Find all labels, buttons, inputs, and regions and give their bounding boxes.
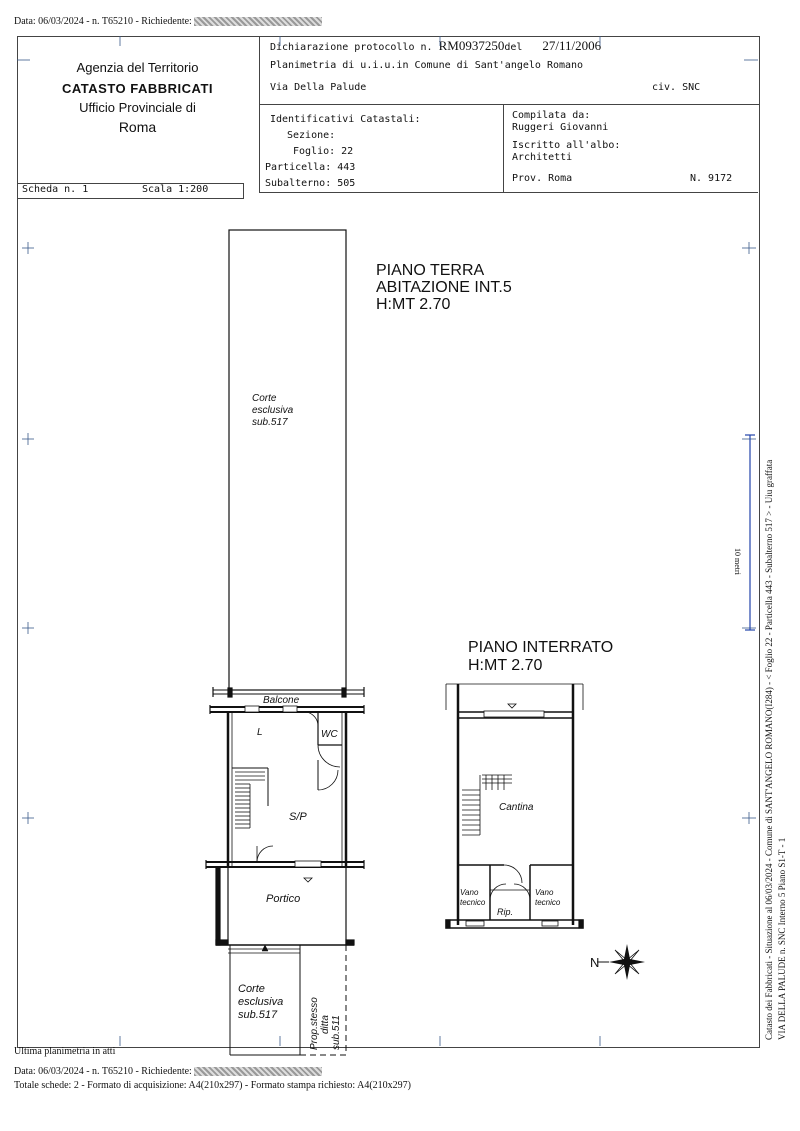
basement-title bbox=[468, 639, 613, 675]
corte-upper-l2: esclusiva bbox=[252, 405, 294, 416]
province: Prov. Roma bbox=[512, 173, 573, 184]
ground-floor-plan bbox=[206, 230, 364, 1055]
ufficio-city: Roma bbox=[118, 119, 157, 135]
footer-totale: Totale schede: 2 - Formato di acquisizione: A4(210x297) - Formato stampa richiesto: A4(210x297) bbox=[14, 1080, 411, 1091]
catasto-title: CATASTO FABBRICATI bbox=[61, 81, 214, 96]
north-label: N bbox=[590, 955, 600, 970]
sezione: Sezione: bbox=[287, 130, 336, 141]
ufficio-label: Ufficio Provinciale di bbox=[79, 100, 196, 115]
albo-number: N. 9172 bbox=[690, 173, 733, 184]
vano-right-l2: tecnico bbox=[535, 898, 561, 907]
particella: Particella: 443 bbox=[265, 162, 356, 173]
rip-label: Rip. bbox=[497, 907, 514, 917]
room-l-label: L bbox=[257, 727, 263, 738]
address: Via Della Palude bbox=[270, 82, 367, 93]
corte-lower-l2: esclusiva bbox=[238, 996, 284, 1008]
prop-l2: ditta bbox=[320, 1015, 331, 1034]
ident-title: Identificativi Catastali: bbox=[270, 114, 421, 125]
scheda-number: Scheda n. 1 bbox=[22, 184, 89, 195]
footer-data-text: Data: 06/03/2024 - n. T65210 - Richiedente: bbox=[14, 1066, 192, 1077]
scale-bar-label: 10 metri bbox=[733, 548, 742, 575]
protocol-label: Dichiarazione protocollo n. bbox=[270, 42, 433, 53]
corte-upper-label bbox=[252, 393, 293, 429]
room-wc-label: WC bbox=[321, 729, 338, 740]
room-sp-label: S/P bbox=[289, 811, 307, 823]
protocol-date: 27/11/2006 bbox=[542, 38, 602, 53]
ground-floor-title bbox=[376, 262, 512, 313]
balcone-label: Balcone bbox=[263, 695, 300, 706]
protocol-del: del bbox=[504, 42, 523, 53]
vano-tecnico-right bbox=[535, 888, 560, 908]
top-request-text: Data: 06/03/2024 - n. T65210 - Richiedente: bbox=[14, 16, 192, 27]
frame-tick-marks bbox=[17, 36, 758, 1046]
civic-number: civ. SNC bbox=[652, 82, 701, 93]
vano-left-l1: Vano bbox=[460, 888, 479, 897]
iscritto-value: Architetti bbox=[512, 152, 573, 163]
corte-lower-l3: sub.517 bbox=[238, 1009, 278, 1021]
vano-tecnico-left bbox=[460, 888, 485, 908]
corte-upper-outline bbox=[229, 230, 346, 690]
footer-redacted bbox=[194, 1067, 322, 1076]
footer-data-line bbox=[14, 1066, 322, 1077]
iscritto-label: Iscritto all'albo: bbox=[512, 140, 621, 151]
corte-upper-l1: Corte bbox=[252, 393, 277, 404]
ultima-planimetria: Ultima planimetria in atti bbox=[14, 1046, 116, 1057]
portico-label: Portico bbox=[266, 893, 301, 905]
agency-name: Agenzia del Territorio bbox=[76, 60, 199, 75]
scale-bar bbox=[745, 435, 755, 630]
vano-left-l2: tecnico bbox=[460, 898, 486, 907]
compilata-label: Compilata da: bbox=[512, 110, 591, 121]
scale-ratio: Scala 1:200 bbox=[142, 184, 209, 195]
prop-stesso-label bbox=[309, 997, 342, 1050]
protocol-number: RM0937250 bbox=[438, 38, 505, 53]
ground-title-line3: H:MT 2.70 bbox=[376, 296, 451, 313]
prop-l3: sub.511 bbox=[331, 1015, 342, 1050]
basement-title-line2: H:MT 2.70 bbox=[468, 657, 543, 674]
cantina-label: Cantina bbox=[499, 802, 534, 813]
corte-upper-l3: sub.517 bbox=[252, 417, 288, 428]
vano-right-l1: Vano bbox=[535, 888, 554, 897]
prop-l1: Prop.stesso bbox=[309, 997, 320, 1050]
subalterno: Subalterno: 505 bbox=[265, 178, 356, 189]
side-note-2: VIA DELLA PALUDE n. SNC Interno 5 Piano S1-T - 1 bbox=[777, 837, 787, 1040]
side-note-1: Catasto dei Fabbricati - Situazione al 06/03/2024 - Comune di SANT'ANGELO ROMANO(I284) - < Foglio 22 - Particella 443 - Subalterno 517 > - Uiu graffata bbox=[764, 459, 774, 1040]
foglio: Foglio: 22 bbox=[293, 146, 354, 157]
planimetry-line: Planimetria di u.i.u.in Comune di Sant'angelo Romano bbox=[270, 60, 584, 71]
corte-lower-label bbox=[238, 983, 283, 1022]
compilata-name: Ruggeri Giovanni bbox=[512, 122, 609, 133]
basement-title-line1: PIANO INTERRATO bbox=[468, 639, 614, 656]
north-arrow bbox=[597, 944, 645, 980]
ground-title-line1: PIANO TERRA bbox=[376, 262, 485, 279]
ground-title-line2: ABITAZIONE INT.5 bbox=[376, 279, 512, 296]
corte-lower-l1: Corte bbox=[238, 983, 265, 995]
